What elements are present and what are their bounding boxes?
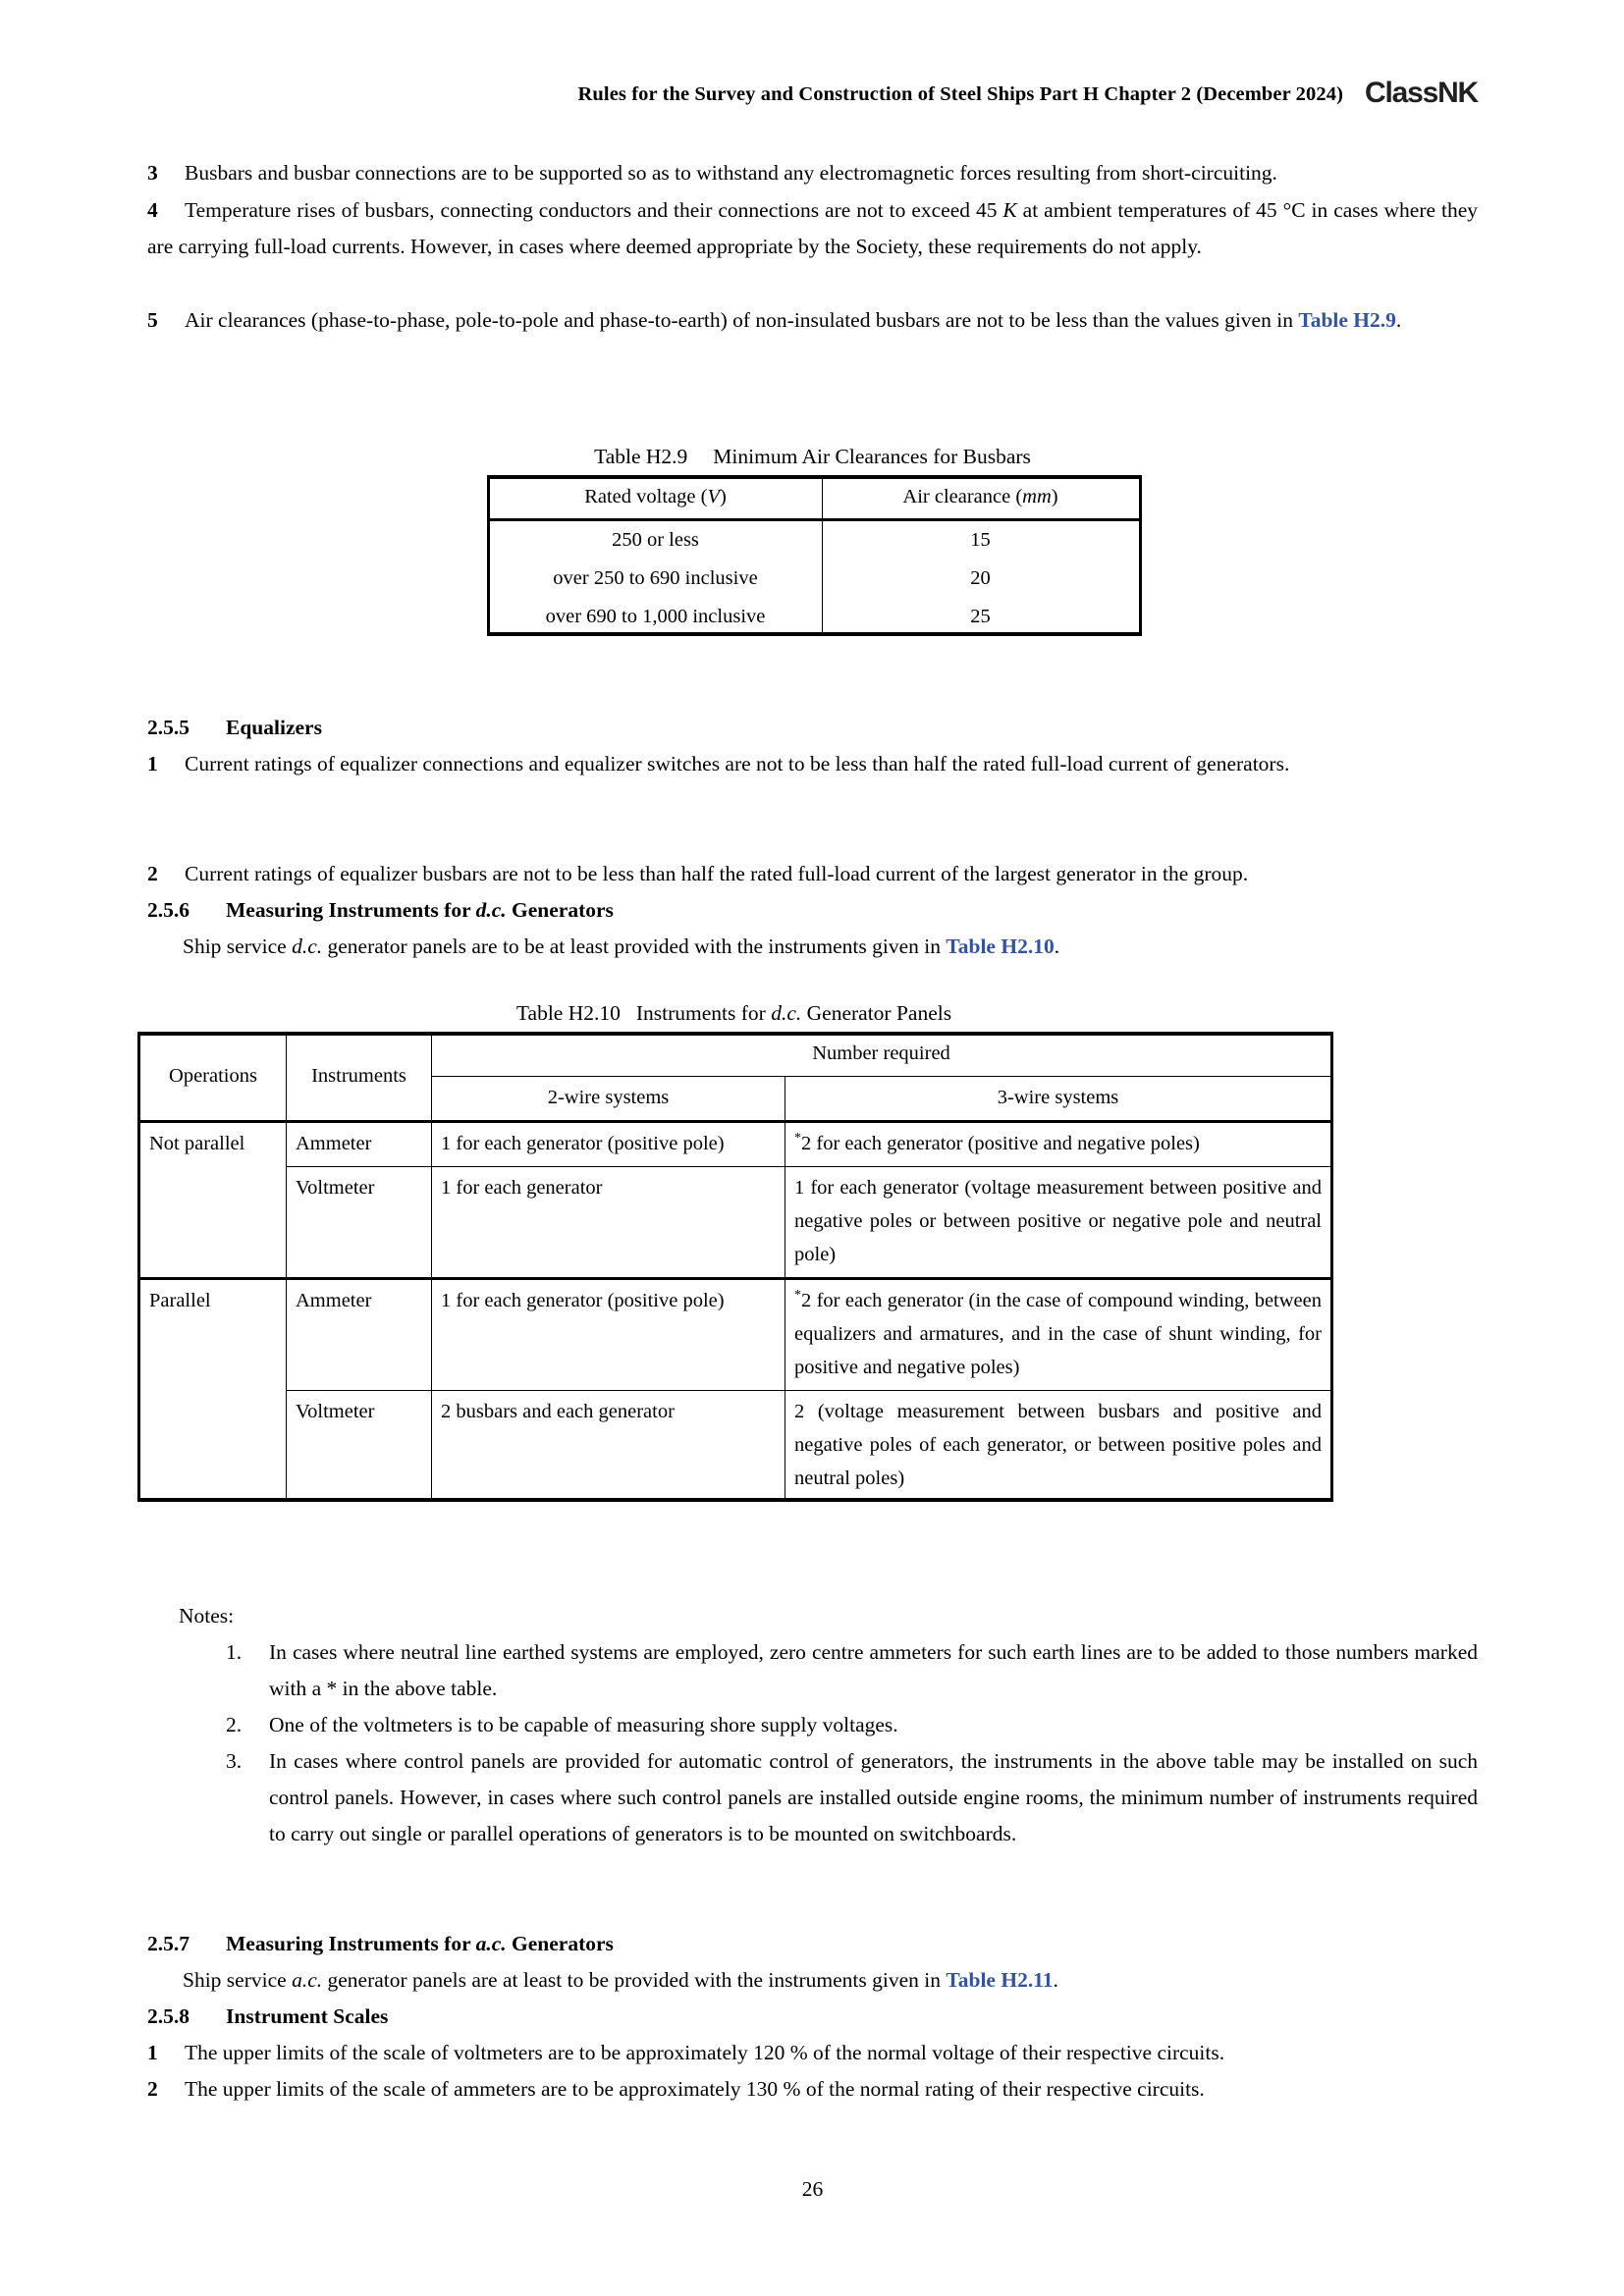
- xref-table-h2-11[interactable]: Table H2.11: [946, 1968, 1054, 1992]
- paragraph-number: 2: [147, 862, 158, 885]
- section-2-5-8-number: 2.5.8: [147, 2004, 189, 2028]
- document-header: [147, 77, 1478, 109]
- paragraph-text: The upper limits of the scale of voltmeters are to be approximately 120 % of the normal voltage of their respective circuits.: [185, 2041, 1225, 2064]
- notes-list: [147, 1634, 1478, 1852]
- note-marker: 1.: [226, 1640, 243, 1664]
- table-row: [139, 1122, 1332, 1167]
- section-2-5-5-block: [147, 710, 1478, 782]
- paragraph-5: [147, 302, 1478, 339]
- cell-clearance: 20: [822, 560, 1140, 598]
- table-h2-10-title-a: Instruments for: [635, 1001, 772, 1025]
- paragraph-4: [147, 192, 1478, 265]
- paragraph-number: 1: [147, 2041, 158, 2064]
- table-h2-10: [137, 1032, 1333, 1502]
- table-row: [139, 1167, 1332, 1279]
- note-marker: 3.: [226, 1749, 243, 1773]
- air-clearance-label-pre: Air clearance (: [902, 486, 1023, 507]
- lead-text-c: .: [1054, 934, 1060, 958]
- table-h2-9-frame: [487, 475, 1139, 636]
- paragraph-number: 2: [147, 2077, 158, 2101]
- cell-3-wire: [785, 1122, 1332, 1167]
- classnk-logo: ClassNK: [1365, 77, 1478, 109]
- section-2-5-5-heading: [147, 710, 1478, 746]
- cell-voltage: over 250 to 690 inclusive: [488, 560, 822, 598]
- section-2-5-6-title: [226, 892, 1478, 929]
- paragraph-number: 1: [147, 752, 158, 775]
- col-header-instruments: Instruments: [287, 1033, 432, 1122]
- lead-text-a: Ship service: [183, 1968, 293, 1992]
- xref-table-h2-9[interactable]: Table H2.9: [1298, 308, 1396, 332]
- cell-voltage: 250 or less: [488, 520, 822, 561]
- section-2-5-7-number: 2.5.7: [147, 1932, 189, 1955]
- unit-kelvin: K: [1002, 198, 1017, 222]
- paragraph-3-block: [147, 155, 1478, 191]
- paragraph-4-block: [147, 192, 1478, 265]
- table-row: [488, 560, 1140, 598]
- paragraph-3: [147, 155, 1478, 191]
- section-title-part-a: Measuring Instruments for: [226, 1932, 476, 1955]
- table-row: [488, 520, 1140, 561]
- note-marker: 2.: [226, 1713, 243, 1736]
- cell-2-wire: 2 busbars and each generator: [432, 1391, 785, 1502]
- note-text: In cases where neutral line earthed systems are employed, zero centre ammeters for such earth lines are to be added to those numbers marked with a * in the above table.: [269, 1640, 1478, 1700]
- table-h2-9-title: Minimum Air Clearances for Busbars: [713, 445, 1031, 468]
- section-2-5-6-heading: [147, 892, 1478, 929]
- asterisk-marker: *: [794, 1131, 801, 1147]
- section-2-5-8-heading: [147, 1999, 1478, 2035]
- col-header-air-clearance: [822, 476, 1140, 520]
- section-title-part-b: Generators: [506, 898, 614, 922]
- paragraph-5-block: [147, 302, 1478, 339]
- rated-voltage-unit: V: [707, 486, 720, 507]
- list-item: [226, 1634, 1478, 1707]
- section-2-5-7-block: [147, 1926, 1478, 1999]
- paragraph-text: Current ratings of equalizer connections and equalizer switches are not to be less than half the rated full-load current of generators.: [185, 752, 1290, 775]
- section-2-5-8-block: [147, 1999, 1478, 2108]
- cell-instrument: Ammeter: [287, 1279, 432, 1391]
- section-title-part-b: Generators: [506, 1932, 614, 1955]
- cell-2-wire: 1 for each generator: [432, 1167, 785, 1279]
- cell-3-wire: 2 (voltage measurement between busbars and positive and negative poles of each generator, or between positive poles and neutral poles): [785, 1391, 1332, 1502]
- section-2-5-7-lead: [147, 1962, 1478, 1999]
- table-h2-10-frame: [137, 1032, 1330, 1502]
- table-row: [139, 1391, 1332, 1502]
- lead-text-b: generator panels are at least to be provided with the instruments given in: [322, 1968, 947, 1992]
- col-header-3-wire-systems: 3-wire systems: [785, 1077, 1332, 1122]
- notes-block: [147, 1588, 1478, 1852]
- paragraph-5-text-b: .: [1395, 308, 1402, 332]
- table-row-header: [488, 476, 1140, 520]
- paragraph-3-number: 3: [147, 161, 158, 185]
- table-h2-10-label: Table H2.10: [515, 1001, 621, 1025]
- air-clearance-label-post: ): [1051, 486, 1058, 507]
- paragraph-4-number: 4: [147, 198, 158, 222]
- cell-instrument: Ammeter: [287, 1122, 432, 1167]
- col-header-rated-voltage: [488, 476, 822, 520]
- col-header-operations: Operations: [139, 1033, 287, 1122]
- note-text: One of the voltmeters is to be capable of measuring shore supply voltages.: [269, 1713, 898, 1736]
- cell-voltage: over 690 to 1,000 inclusive: [488, 598, 822, 636]
- lead-text-a: Ship service: [183, 934, 293, 958]
- paragraph-4-text-a: Temperature rises of busbars, connecting conductors and their connections are not to exceed 45: [185, 198, 1003, 222]
- section-2-5-5-paragraph-2: [147, 856, 1478, 892]
- list-item: [226, 1743, 1478, 1852]
- cell-3-wire: 1 for each generator (voltage measurement between positive and negative poles or between positive or negative pole and neutral pole): [785, 1167, 1332, 1279]
- cell-instrument: Voltmeter: [287, 1167, 432, 1279]
- section-2-5-5-paragraph-2-block: [147, 856, 1478, 892]
- table-h2-9-label: Table H2.9: [594, 445, 688, 468]
- col-header-2-wire-systems: 2-wire systems: [432, 1077, 785, 1122]
- rated-voltage-label-pre: Rated voltage (: [584, 486, 708, 507]
- paragraph-4-text-b: at ambient temperatures of 45 °C in cases where they are carrying full-load currents. However, in cases where deemed appropriate by the Society, these requirements do not apply.: [147, 198, 1478, 258]
- cell-clearance: 25: [822, 598, 1140, 636]
- paragraph-3-text: Busbars and busbar connections are to be supported so as to withstand any electromagnetic forces resulting from short-circuiting.: [185, 161, 1277, 185]
- table-h2-9: [487, 475, 1142, 636]
- section-title-ac: a.c.: [475, 1932, 507, 1955]
- table-h2-9-caption: [147, 442, 1478, 471]
- paragraph-5-number: 5: [147, 308, 158, 332]
- col-header-number-required: Number required: [432, 1033, 1332, 1077]
- table-row: [488, 598, 1140, 636]
- section-2-5-7-title: [226, 1926, 1478, 1962]
- cell-2-wire: 1 for each generator (positive pole): [432, 1122, 785, 1167]
- section-2-5-5-paragraph-1: [147, 746, 1478, 782]
- section-2-5-6-block: [147, 892, 1478, 965]
- section-title-part-a: Measuring Instruments for: [226, 898, 476, 922]
- section-2-5-8-paragraph-1: [147, 2035, 1478, 2071]
- table-row: [139, 1279, 1332, 1391]
- cell-3-wire: [785, 1279, 1332, 1391]
- page-number: 26: [801, 2177, 824, 2201]
- list-item: [226, 1707, 1478, 1743]
- lead-dc: d.c.: [292, 934, 323, 958]
- cell-3-wire-text: 2 for each generator (in the case of compound winding, between equalizers and armatures, and in the case of shunt winding, for positive and negative poles): [794, 1290, 1323, 1378]
- paragraph-text: Current ratings of equalizer busbars are not to be less than half the rated full-load current of the largest generator in the group.: [185, 862, 1249, 885]
- section-title-dc: d.c.: [475, 898, 507, 922]
- cell-3-wire-text: 2 for each generator (positive and negative poles): [801, 1133, 1200, 1154]
- table-h2-9-block: [147, 442, 1478, 636]
- table-h2-10-title-b: Generator Panels: [801, 1001, 952, 1025]
- section-2-5-8-paragraph-2: [147, 2071, 1478, 2108]
- table-h2-10-title-dc: d.c.: [771, 1001, 802, 1025]
- table-h2-10-caption: [137, 998, 1330, 1028]
- air-clearance-unit: mm: [1022, 486, 1052, 507]
- cell-2-wire: 1 for each generator (positive pole): [432, 1279, 785, 1391]
- section-2-5-7-heading: [147, 1926, 1478, 1962]
- header-title: Rules for the Survey and Construction of Steel Ships Part H Chapter 2 (December 2024): [577, 83, 1344, 105]
- section-2-5-5-title: Equalizers: [226, 716, 322, 739]
- section-2-5-5-number: 2.5.5: [147, 716, 189, 739]
- xref-table-h2-10[interactable]: Table H2.10: [946, 934, 1055, 958]
- lead-text-c: .: [1053, 1968, 1058, 1992]
- cell-operation: Parallel: [139, 1279, 287, 1502]
- paragraph-5-text-a: Air clearances (phase-to-phase, pole-to-pole and phase-to-earth) of non-insulated busbars are not to be less than the values given in: [185, 308, 1299, 332]
- cell-operation: Not parallel: [139, 1122, 287, 1279]
- notes-label: Notes:: [179, 1604, 235, 1628]
- asterisk-marker: *: [794, 1288, 801, 1304]
- cell-instrument: Voltmeter: [287, 1391, 432, 1502]
- rated-voltage-label-post: ): [719, 486, 727, 507]
- lead-ac: a.c.: [292, 1968, 323, 1992]
- section-2-5-6-number: 2.5.6: [147, 898, 189, 922]
- paragraph-text: The upper limits of the scale of ammeters are to be approximately 130 % of the normal rating of their respective circuits.: [185, 2077, 1205, 2101]
- note-text: In cases where control panels are provided for automatic control of generators, the instruments in the above table may be installed on such control panels. However, in cases where such control panels are installed outside engine rooms, the minimum number of instruments required to carry out single or parallel operations of generators is to be mounted on switchboards.: [269, 1749, 1478, 1845]
- section-2-5-6-lead: [147, 929, 1478, 965]
- cell-clearance: 15: [822, 520, 1140, 561]
- table-h2-10-block: [137, 998, 1488, 1502]
- table-header-row-1: [139, 1033, 1332, 1077]
- lead-text-b: generator panels are to be at least provided with the instruments given in: [322, 934, 947, 958]
- section-2-5-8-title: Instrument Scales: [226, 2004, 389, 2028]
